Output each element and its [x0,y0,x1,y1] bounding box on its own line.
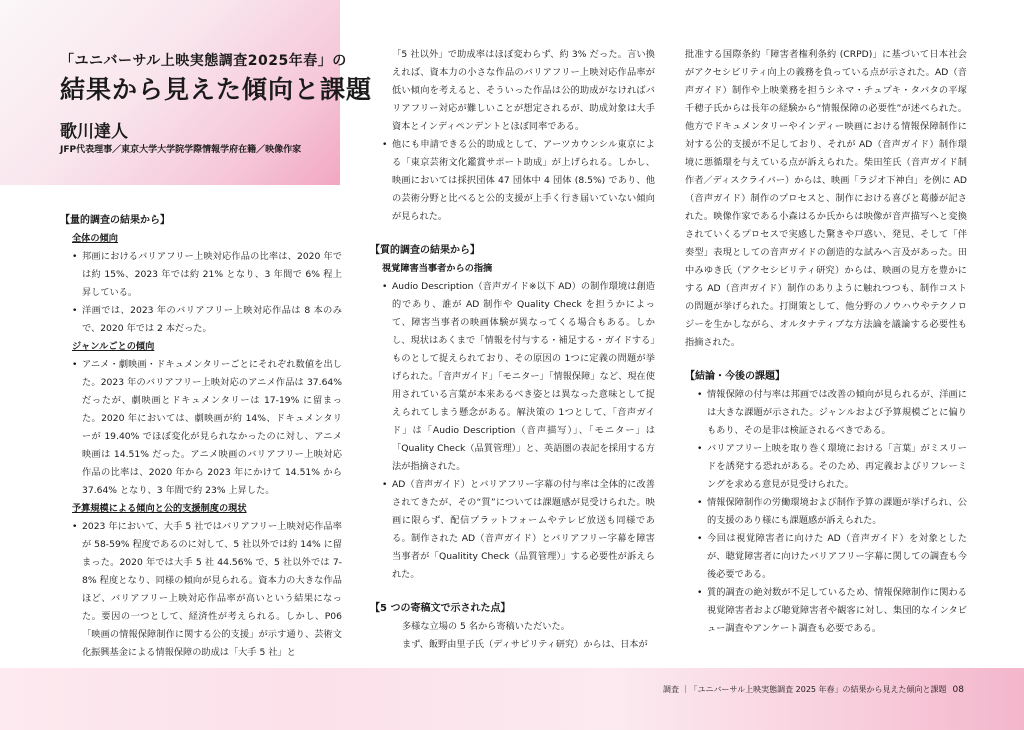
bullet-item: • バリアフリー上映を取り巻く環境における「言葉」がミスリードを誘発する恐れがある。そのため、再定義およびリフレーミングを求める意見が見受けられた。 [707,440,967,494]
author-affiliation: JFP代表理事／東京大学大学院学際情報学府在籍／映像作家 [60,145,302,155]
bullet-list [370,278,655,584]
author-name: 歌川達人 [60,122,128,142]
bullet-item: • 今回は視覚障害者に向けた AD（音声ガイド）を対象としたが、聴覚障害者に向けたバリアフリー字幕に関しての調査も今後必要である。 [707,530,967,584]
bullet-item: • 洋画では、2023 年のバリアフリー上映対応作品は 8 本のみで、2020 年では 2 本だった。 [82,302,342,338]
bullet-item: • 邦画におけるバリアフリー上映対応作品の比率は、2020 年では約 15%、2023 年では約 21% となり、3 年間で 6% 程上昇している。 [82,248,342,302]
running-title: 調査 ｜「ユニバーサル上映実態調査 2025 年春」の結果から見えた傾向と課題 [662,685,947,694]
bullet-item: • 情報保障の付与率は邦画では改善の傾向が見られるが、洋画には大きな課題が示された。ジャンルおよび予算規模ごとに偏りもあり、その是非は検証されるべきである。 [707,386,967,440]
bullet-item: • AD（音声ガイド）とバリアフリー字幕の付与率は全体的に改善されてきたが、その“質”については課題感が見受けられた。映画に限らず、配信プラットフォームやテレビ放送も同様である。制作された AD（音声ガイド）とバリアフリー字幕を障害当事者が「Qualitity Check（品質管理）」する必要性が訴えられた。 [392,476,655,584]
paragraph: まず、飯野由里子氏（ディサビリティ研究）からは、日本が [402,639,648,650]
column-2 [370,46,655,654]
bullet-item: • Audio Description（音声ガイド※以下 AD）の制作環境は創造的であり、誰が AD 制作や Quality Check を担うかによって、障害当事者の映画体験が異なってくる場合もある。しかし、現状はあくまで「情報を付与する・補足する・ガイドする」ものとして捉えられており、その原因の 1つに定義の問題が挙げられた。「音声ガイド」「モニター」「情報保障」など、現在使用されている言葉が本来あるべき姿とは異なった意味として捉えられてしまう懸念がある。解決策の 1つとして、「音声ガイド」は「Audio Description（音声描写）」、「モニター」は「Quality Check（品質管理）」と、英語圏の表記を採用する方法が指摘された。 [392,278,655,476]
paragraph-continued: 「5 社以外」で助成率はほぼ変わらず、約 3% だった。言い換えれば、資本力の小さな作品のバリアフリー上映対応作品率が低い傾向を考えると、そういった作品は公的助成がなければバリアフリー対応が難しいことが想定されるが、助成対象は大手資本とインディペンデントとほぼ同率である。 [392,49,655,132]
footer-band [0,668,1024,730]
running-footer [663,684,964,695]
bullet-list [60,518,342,662]
bullet-list [370,136,655,226]
bullet-item: • 他にも申請できる公的助成として、アーツカウンシル東京による「東京芸術文化鑑賞サポート助成」が上げられる。しかし、映画においては採択団体 47 団体中 4 団体 (8.5%) であり、他の芸術分野と比べると公的支援が上手く行き届いていない傾向が見られた。 [392,136,655,226]
section-heading-qualitative: 【質的調査の結果から】 [370,245,480,256]
bullet-list [60,356,342,500]
column-1 [60,212,342,662]
subheading-budget-trend: 予算規模による傾向と公的支援制度の現状 [72,503,247,514]
section-heading-contributions: 【5 つの寄稿文で示された点】 [370,603,511,614]
paragraph-continued: 批准する国際条約「障害者権利条約 (CRPD)」に基づいて日本社会がアクセシビリティ向上の義務を負っている点が示された。AD（音声ガイド）制作や上映業務を担うシネマ・チュプキ・タバタの平塚千穂子氏からは長年の経験から“情報保障の必要性”が述べられた。他方でドキュメンタリーやインディー映画における情報保障制作に対する公的支援が不足しており、それが AD（音声ガイド）制作環境に悪循環を与えている点が訴えられた。柴田笙氏（音声ガイド制作者／ディスクライバー）からは、映画「ラジオ下神白」を例に AD（音声ガイド）制作のプロセスと、制作における喜びと葛藤が記された。映像作家である小森はるか氏からは映像が音声描写へと変換されていくるプロセスで実感した驚きや戸惑い、発見、そして「伴奏型」表現としての音声ガイドの創造的な試みへ言及があった。田中みゆき氏（アクセシビリティ研究）からは、映画の見方を豊かにする AD（音声ガイド）制作のありように触れつつも、制作コストの問題が挙げられた。打開策として、他分野のノウハウやテクノロジーを生かしながら、オルタナティブな方法論を議論する必要性も指摘された。 [685,49,967,348]
subheading-genre-trend: ジャンルごとの傾向 [72,341,155,352]
page-number: 08 [952,685,964,695]
page-title: 結果から見えた傾向と課題 [60,75,373,104]
title-prefix: 「ユニバーサル上映実態調査2025年春」の [60,53,347,69]
bullet-item: • 2023 年において、大手 5 社ではバリアフリー上映対応作品率が 58-59% 程度であるのに対して、5 社以外では約 14% に留まった。2020 年では大手 5 社 44.56% で、5 社以外では 7-8% 程度となり、同様の傾向が見られる。資本力の大きな作品ほど、バリアフリー上映対応作品率が高いという結果になった。要因の一つとして、経済性が考えられる。しかし、P06「映画の情報保障制作に関する公的支援」が示す通り、芸術文化振興基金による情報保障の助成は「大手 5 社」と [82,518,342,662]
section-heading-quantitative: 【量的調査の結果から】 [60,215,170,226]
section-heading-conclusion: 【結論・今後の課題】 [685,371,785,382]
bullet-item: • 情報保障制作の労働環境および制作予算の課題が挙げられ、公的支援のあり様にも課題感が訴えられた。 [707,494,967,530]
bullet-list [60,248,342,338]
column-3 [685,46,967,638]
subheading-overall-trend: 全体の傾向 [72,233,118,244]
paragraph: 多様な立場の 5 名から寄稿いただいた。 [402,621,570,632]
bullet-list [685,386,967,638]
subheading-visually-impaired: 視覚障害当事者からの指摘 [382,263,493,274]
bullet-item: • 質的調査の絶対数が不足しているため、情報保障制作に関わる視覚障害者および聴覚障害者や観客に対し、集団的なインタビュー調査やアンケート調査も必要である。 [707,584,967,638]
bullet-item: • アニメ・劇映画・ドキュメンタリーごとにそれぞれ数値を出した。2023 年のバリアフリー上映対応のアニメ作品は 37.64% だったが、劇映画とドキュメンタリーは 17-19% に留まった。2020 年においては、劇映画が約 14%、ドキュメンタリーが 19.40% でほぼ変化が見られなかったのに対し、アニメ映画は 14.51% だった。アニメ映画のバリアフリー上映対応作品の比率は、2020 年から 2023 年にかけて 14.51% から 37.64% となり、3 年間で約 23% 上昇した。 [82,356,342,500]
